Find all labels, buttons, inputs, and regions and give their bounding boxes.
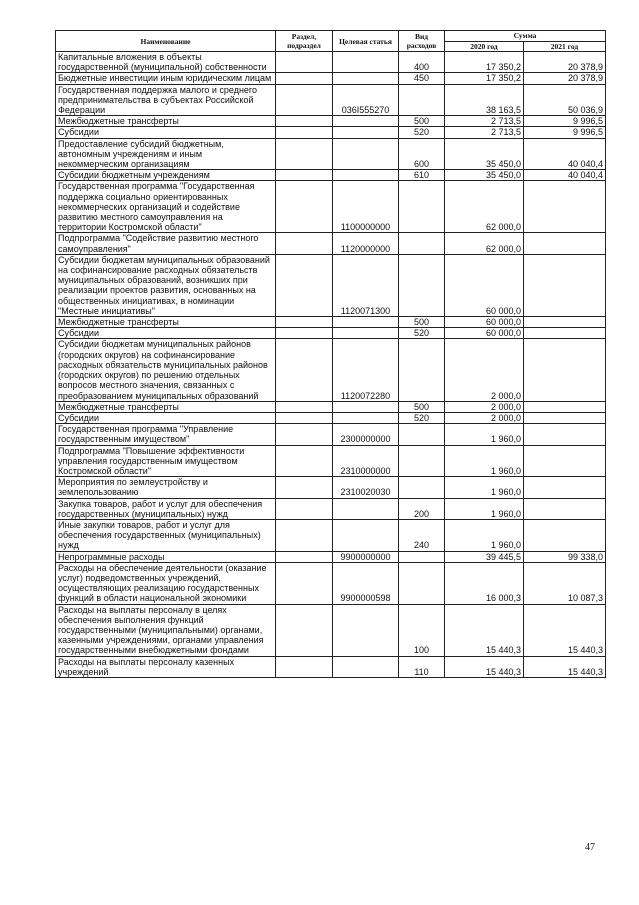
cell-type: 400 [399,52,445,73]
cell-2020: 35 450,0 [445,138,524,170]
cell-target: 036I555270 [333,84,399,116]
cell-type: 450 [399,73,445,84]
cell-target [333,401,399,412]
header-target: Целевая статья [333,31,399,52]
cell-2021: 15 440,3 [524,656,606,677]
cell-name: Межбюджетные трансферты [56,401,276,412]
cell-2021: 10 087,3 [524,562,606,604]
cell-2021: 15 440,3 [524,604,606,656]
cell-2020: 62 000,0 [445,181,524,233]
cell-2020: 2 713,5 [445,116,524,127]
table-row [56,170,606,181]
cell-section [276,339,333,401]
cell-section [276,401,333,412]
cell-name: Бюджетные инвестиции иным юридическим лицам [56,73,276,84]
cell-2021 [524,424,606,445]
cell-section [276,412,333,423]
cell-type: 600 [399,138,445,170]
cell-section [276,328,333,339]
cell-2020: 2 713,5 [445,127,524,138]
cell-section [276,424,333,445]
table-row [56,445,606,477]
table-row [56,84,606,116]
header-section: Раздел, подраздел [276,31,333,52]
cell-target [333,138,399,170]
table-row [56,424,606,445]
cell-name: Субсидии бюджетам муниципальных образований на софинансирование расходных обязательств муниципальных образований, возникших при реализации проектов развития, основанных на общественных инициативах, в номинации "Местные инициативы" [56,254,276,316]
cell-name: Иные закупки товаров, работ и услуг для обеспечения государственных (муниципальных) нужд [56,519,276,551]
cell-type [399,445,445,477]
table-row [56,604,606,656]
cell-section [276,73,333,84]
cell-2021 [524,233,606,254]
cell-section [276,604,333,656]
cell-2021 [524,254,606,316]
cell-2021: 20 378,9 [524,52,606,73]
cell-section [276,477,333,498]
cell-2021 [524,401,606,412]
cell-2020: 1 960,0 [445,498,524,519]
cell-2021 [524,181,606,233]
budget-table [55,30,606,678]
cell-type: 110 [399,656,445,677]
table-row [56,498,606,519]
cell-type: 520 [399,412,445,423]
cell-section [276,84,333,116]
cell-target: 2310000000 [333,445,399,477]
cell-type: 520 [399,328,445,339]
cell-target: 9900000000 [333,551,399,562]
cell-2020: 38 163,5 [445,84,524,116]
cell-2021 [524,412,606,423]
page-number: 47 [585,842,595,853]
cell-2021 [524,445,606,477]
cell-type: 500 [399,401,445,412]
cell-2021: 20 378,9 [524,73,606,84]
table-row [56,477,606,498]
header-type: Вид расходов [399,31,445,52]
cell-type [399,181,445,233]
table-row [56,339,606,401]
cell-2020: 17 350,2 [445,52,524,73]
cell-2020: 2 000,0 [445,339,524,401]
cell-section [276,498,333,519]
cell-type: 240 [399,519,445,551]
cell-2020: 39 445,5 [445,551,524,562]
cell-name: Непрограммные расходы [56,551,276,562]
cell-type [399,233,445,254]
table-row [56,233,606,254]
cell-name: Субсидии бюджетным учреждениям [56,170,276,181]
cell-name: Государственная программа "Управление государственным имуществом" [56,424,276,445]
cell-name: Субсидии [56,127,276,138]
cell-section [276,551,333,562]
cell-name: Государственная поддержка малого и среднего предпринимательства в субъектах Российской Федерации [56,84,276,116]
cell-type [399,339,445,401]
cell-2020: 15 440,3 [445,604,524,656]
cell-2021: 50 036,9 [524,84,606,116]
cell-name: Предоставление субсидий бюджетным, автономным учреждениям и иным некоммерческим организациям [56,138,276,170]
header-sum: Сумма [445,31,606,42]
cell-type [399,84,445,116]
cell-target [333,412,399,423]
table-row [56,656,606,677]
table-row [56,328,606,339]
header-year-2020: 2020 год [445,41,524,52]
cell-target: 1100000000 [333,181,399,233]
cell-target: 9900000598 [333,562,399,604]
table-row [56,519,606,551]
cell-2020: 15 440,3 [445,656,524,677]
cell-2021: 9 996,5 [524,116,606,127]
cell-2021 [524,328,606,339]
cell-name: Субсидии [56,328,276,339]
cell-section [276,127,333,138]
header-year-2021: 2021 год [524,41,606,52]
cell-type [399,477,445,498]
cell-type [399,254,445,316]
cell-section [276,52,333,73]
table-row [56,551,606,562]
table-row [56,254,606,316]
cell-section [276,445,333,477]
cell-target: 1120072280 [333,339,399,401]
cell-section [276,254,333,316]
cell-type: 500 [399,317,445,328]
cell-section [276,233,333,254]
table-row [56,52,606,73]
cell-target [333,170,399,181]
cell-section [276,116,333,127]
cell-section [276,519,333,551]
cell-target: 1120071300 [333,254,399,316]
cell-name: Подпрограмма "Содействие развитию местного самоуправления" [56,233,276,254]
cell-2021 [524,519,606,551]
cell-name: Закупка товаров, работ и услуг для обеспечения государственных (муниципальных) нужд [56,498,276,519]
cell-section [276,562,333,604]
cell-name: Субсидии бюджетам муниципальных районов (городских округов) на софинансирование расходных обязательств муниципальных районов (городских округов) по решению отдельных вопросов местного значения, связанных с преобразованием муниципальных образований [56,339,276,401]
cell-2021 [524,498,606,519]
cell-2020: 1 960,0 [445,519,524,551]
cell-name: Капитальные вложения в объекты государственной (муниципальной) собственности [56,52,276,73]
table-row [56,138,606,170]
cell-type: 500 [399,116,445,127]
cell-name: Подпрограмма "Повышение эффективности управления государственным имуществом Костромской области" [56,445,276,477]
cell-2020: 60 000,0 [445,317,524,328]
cell-target [333,52,399,73]
cell-name: Расходы на выплаты персоналу казенных учреждений [56,656,276,677]
cell-target [333,328,399,339]
cell-target [333,519,399,551]
table-body [56,52,606,678]
cell-2021: 9 996,5 [524,127,606,138]
cell-target [333,498,399,519]
table-row [56,412,606,423]
table-row [56,317,606,328]
cell-name: Расходы на выплаты персоналу в целях обеспечения выполнения функций государственными (муниципальными) органами, казенными учреждениями, органами управления государственными внебюджетными фондами [56,604,276,656]
table-row [56,73,606,84]
table-row [56,181,606,233]
cell-section [276,181,333,233]
cell-2021: 99 338,0 [524,551,606,562]
cell-target [333,317,399,328]
cell-section [276,656,333,677]
cell-type: 520 [399,127,445,138]
cell-2021 [524,317,606,328]
cell-target [333,73,399,84]
cell-target [333,604,399,656]
cell-2020: 2 000,0 [445,412,524,423]
cell-target: 2300000000 [333,424,399,445]
cell-name: Мероприятия по землеустройству и землепользованию [56,477,276,498]
cell-type [399,424,445,445]
cell-target: 1120000000 [333,233,399,254]
cell-2020: 60 000,0 [445,254,524,316]
cell-2021 [524,339,606,401]
table-row [56,401,606,412]
cell-2020: 2 000,0 [445,401,524,412]
cell-section [276,170,333,181]
cell-name: Государственная программа "Государственная поддержка социально ориентированных некоммерческих организаций и содействие развитию местного самоуправления на территории Костромской области" [56,181,276,233]
header-name: Наименование [56,31,276,52]
cell-2020: 17 350,2 [445,73,524,84]
table-header [56,31,606,52]
cell-type: 200 [399,498,445,519]
table-row [56,116,606,127]
cell-2021 [524,477,606,498]
cell-target [333,127,399,138]
cell-name: Расходы на обеспечение деятельности (оказание услуг) подведомственных учреждений, осуществляющих реализацию государственных функций в области национальной экономики [56,562,276,604]
table-row [56,562,606,604]
cell-2020: 35 450,0 [445,170,524,181]
cell-name: Межбюджетные трансферты [56,317,276,328]
cell-type: 100 [399,604,445,656]
cell-target [333,656,399,677]
cell-type [399,562,445,604]
cell-2020: 1 960,0 [445,424,524,445]
cell-target: 2310020030 [333,477,399,498]
cell-section [276,138,333,170]
cell-name: Межбюджетные трансферты [56,116,276,127]
cell-2020: 16 000,3 [445,562,524,604]
cell-type: 610 [399,170,445,181]
cell-2021: 40 040,4 [524,138,606,170]
table-row [56,127,606,138]
cell-2020: 60 000,0 [445,328,524,339]
cell-2021: 40 040,4 [524,170,606,181]
cell-2020: 1 960,0 [445,477,524,498]
cell-name: Субсидии [56,412,276,423]
cell-section [276,317,333,328]
cell-2020: 62 000,0 [445,233,524,254]
cell-2020: 1 960,0 [445,445,524,477]
cell-type [399,551,445,562]
cell-target [333,116,399,127]
